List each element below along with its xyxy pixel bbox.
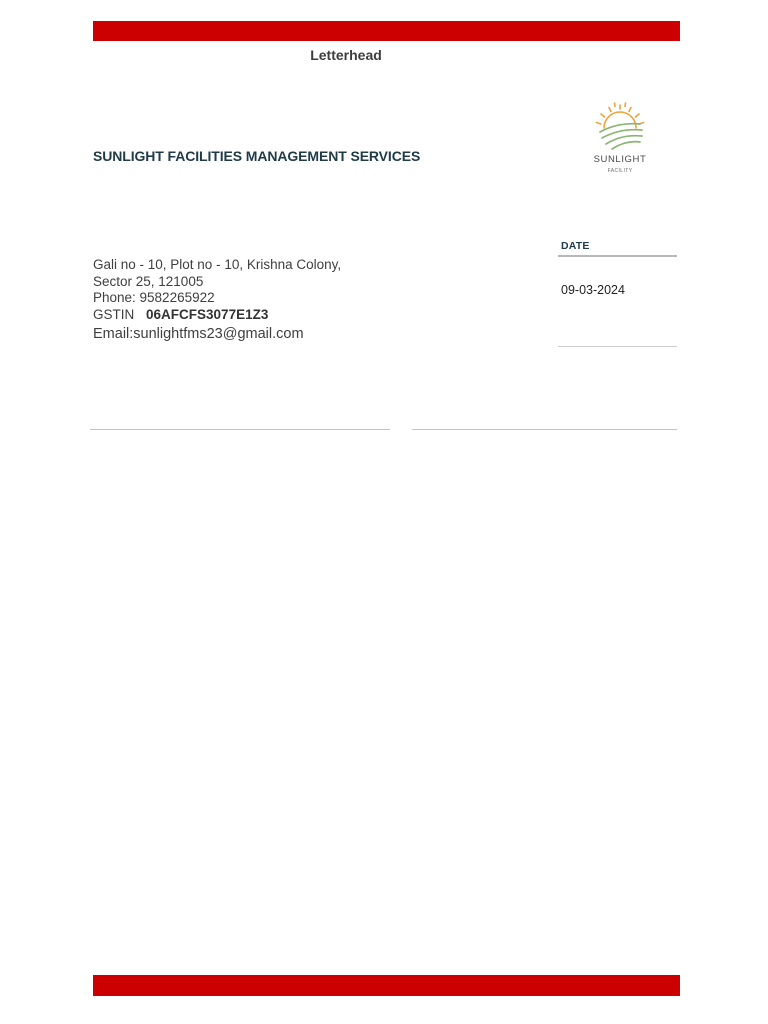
company-name: SUNLIGHT FACILITIES MANAGEMENT SERVICES — [93, 148, 421, 164]
divider-left — [90, 429, 390, 430]
address-line-2: Sector 25, 121005 — [93, 273, 204, 289]
gstin-label: GSTIN — [93, 306, 135, 322]
bottom-accent-bar — [93, 975, 680, 996]
date-bottom-rule — [558, 346, 677, 347]
address-line-1: Gali no - 10, Plot no - 10, Krishna Colony, — [93, 257, 342, 272]
top-accent-bar — [93, 21, 680, 41]
date-value: 09-03-2024 — [561, 283, 625, 297]
company-logo — [588, 102, 652, 180]
date-label: DATE — [561, 240, 590, 252]
gstin-value: 06AFCFS3077E1Z3 — [146, 306, 269, 322]
date-header-rule — [558, 255, 677, 257]
company-contact-block — [93, 257, 413, 344]
document-title: Letterhead — [310, 47, 382, 63]
logo-subtext: FACILITY — [607, 168, 633, 174]
phone-number: Phone: 9582265922 — [93, 290, 215, 305]
sunrise-fields-icon — [588, 102, 652, 152]
divider-right — [412, 429, 677, 430]
logo-wordmark: SUNLIGHT — [593, 154, 647, 165]
email-address: Email:sunlightfms23@gmail.com — [93, 326, 304, 342]
gstin-row — [93, 307, 413, 324]
